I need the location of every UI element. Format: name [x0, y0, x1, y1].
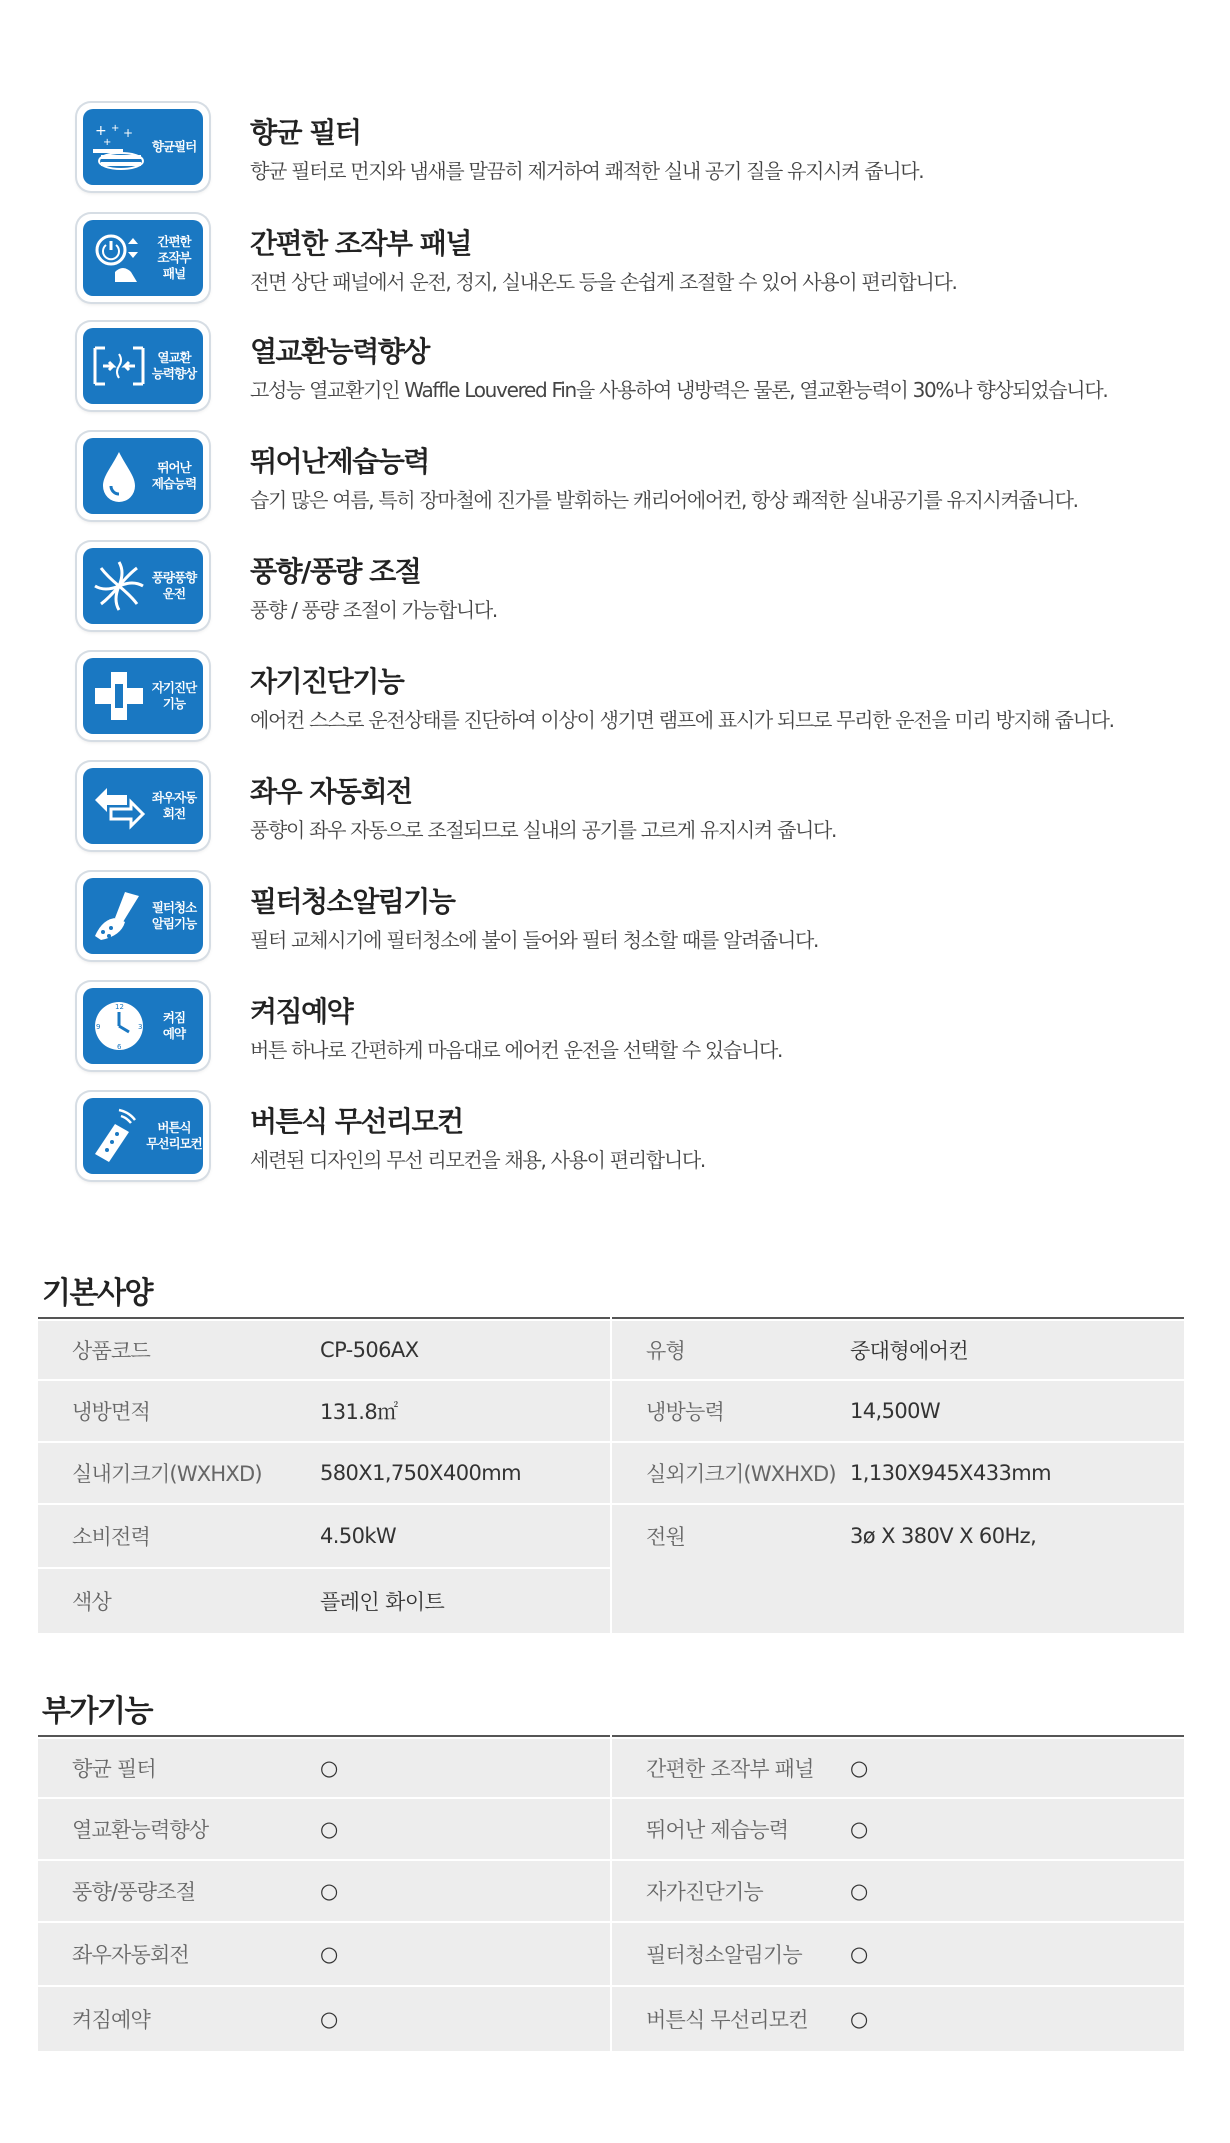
- feature-item: [0, 652, 1230, 748]
- spec-value: 14,500W: [850, 1399, 941, 1423]
- extra-value: ○: [850, 1879, 868, 1903]
- spec-value: 중대형에어컨: [850, 1339, 969, 1363]
- specs-right-column: [612, 1317, 1184, 1633]
- self-check-cross-icon: [89, 666, 149, 726]
- feature-title: 좌우 자동회전: [250, 775, 412, 808]
- feature-item: [0, 1092, 1230, 1188]
- extra-value: ○: [320, 2007, 338, 2031]
- table-row: [38, 1569, 610, 1633]
- extra-label: 열교환능력향상: [72, 1818, 209, 1842]
- feature-description: 풍향 / 풍량 조절이 가능합니다.: [250, 598, 497, 622]
- extra-label: 켜짐예약: [72, 2008, 150, 2032]
- spec-value: 3ø X 380V X 60Hz,: [850, 1524, 1037, 1548]
- touch-panel-icon: [89, 228, 149, 288]
- feature-item: [0, 322, 1230, 418]
- feature-badge-text: 풍량풍향 운전: [151, 570, 197, 601]
- table-row: [612, 1739, 1184, 1797]
- feature-item: [0, 872, 1230, 968]
- feature-badge-text: 뛰어난 제습능력: [151, 460, 197, 491]
- spec-value: 플레인 화이트: [320, 1590, 445, 1614]
- feature-badge: [77, 432, 209, 520]
- feature-badge-text: 간편한 조작부 패널: [157, 234, 191, 281]
- feature-description: 버튼 하나로 간편하게 마음대로 에어컨 운전을 선택할 수 있습니다.: [250, 1038, 783, 1062]
- extra-label: 필터청소알림기능: [646, 1943, 802, 1967]
- table-row: [38, 1443, 610, 1503]
- table-row: [38, 1739, 610, 1797]
- extra-value: ○: [320, 1817, 338, 1841]
- feature-badge-text: 켜짐 예약: [162, 1010, 186, 1041]
- table-row: [612, 1987, 1184, 2051]
- table-row: [38, 1799, 610, 1859]
- feature-title: 간편한 조작부 패널: [250, 227, 471, 260]
- feature-description: 필터 교체시기에 필터청소에 불이 들어와 필터 청소할 때를 알려줍니다.: [250, 928, 819, 952]
- table-row: [612, 1443, 1184, 1503]
- table-row: [612, 1861, 1184, 1921]
- feature-badge-text: 열교환 능력향상: [151, 350, 197, 381]
- feature-title: 필터청소알림기능: [250, 885, 455, 918]
- spec-value: CP-506AX: [320, 1338, 419, 1362]
- spec-label: 소비전력: [72, 1525, 150, 1549]
- heat-exchange-icon: [89, 336, 149, 396]
- table-row: [38, 1923, 610, 1985]
- filter-cleaning-icon: [89, 886, 149, 946]
- feature-badge: [77, 322, 209, 410]
- table-row: [612, 1923, 1184, 1985]
- extra-value: ○: [320, 1942, 338, 1966]
- extras-right-column: [612, 1735, 1184, 2051]
- table-row: [38, 1987, 610, 2051]
- table-row: [38, 1321, 610, 1379]
- water-drop-icon: [89, 446, 149, 506]
- extra-label: 자가진단기능: [646, 1880, 763, 1904]
- table-row: [612, 1381, 1184, 1441]
- table-row: [38, 1381, 610, 1441]
- extra-value: ○: [320, 1879, 338, 1903]
- feature-title: 풍향/풍량 조절: [250, 555, 421, 588]
- svg-text:9: 9: [96, 1023, 101, 1031]
- svg-text:+: +: [103, 137, 112, 148]
- spec-value: 131.8㎡: [320, 1400, 398, 1424]
- feature-item: [0, 103, 1230, 199]
- spec-label: 색상: [72, 1590, 111, 1614]
- table-row: [612, 1321, 1184, 1379]
- extra-label: 향균 필터: [72, 1757, 156, 1781]
- clock-icon: [89, 996, 149, 1056]
- extra-label: 풍향/풍량조절: [72, 1880, 196, 1904]
- feature-badge: [77, 1092, 209, 1180]
- table-row: [612, 1505, 1184, 1633]
- specs-left-column: [38, 1317, 610, 1633]
- spec-label: 유형: [646, 1339, 685, 1363]
- feature-badge: [77, 982, 209, 1070]
- spec-label: 실내기크기(WXHXD): [72, 1462, 262, 1486]
- feature-item: [0, 432, 1230, 528]
- spec-value: 1,130X945X433mm: [850, 1461, 1051, 1485]
- extras-left-column: [38, 1735, 610, 2051]
- extra-value: ○: [850, 1817, 868, 1841]
- extra-value: ○: [850, 1756, 868, 1780]
- feature-description: 에어컨 스스로 운전상태를 진단하여 이상이 생기면 램프에 표시가 되므로 무리한 운전을 미리 방지해 줍니다.: [250, 708, 1114, 732]
- remote-control-icon: [89, 1106, 149, 1166]
- extra-value: ○: [850, 1942, 868, 1966]
- feature-description: 향균 필터로 먼지와 냄새를 말끔히 제거하여 쾌적한 실내 공기 질을 유지시켜 줍니다.: [250, 159, 924, 183]
- extra-label: 뛰어난 제습능력: [646, 1818, 789, 1842]
- spec-value: 580X1,750X400mm: [320, 1461, 521, 1485]
- feature-badge-text: 버튼식 무선리모컨: [146, 1120, 202, 1151]
- feature-badge-text: 자기진단 기능: [151, 680, 197, 711]
- spec-label: 냉방면적: [72, 1400, 150, 1424]
- table-row: [38, 1861, 610, 1921]
- feature-title: 버튼식 무선리모컨: [250, 1105, 463, 1138]
- spec-value: 4.50kW: [320, 1524, 397, 1548]
- feature-description: 세련된 디자인의 무선 리모컨을 채용, 사용이 편리합니다.: [250, 1148, 705, 1172]
- svg-text:+: +: [123, 126, 134, 140]
- feature-item: [0, 542, 1230, 638]
- feature-title: 켜짐예약: [250, 995, 353, 1028]
- airflow-icon: [89, 556, 149, 616]
- svg-text:+: +: [95, 123, 107, 139]
- specs-table: [38, 1317, 1192, 1633]
- feature-description: 풍향이 좌우 자동으로 조절되므로 실내의 공기를 고르게 유지시켜 줍니다.: [250, 818, 837, 842]
- feature-badge: [77, 762, 209, 850]
- feature-badge-text: 향균필터: [151, 139, 197, 154]
- feature-badge: [77, 652, 209, 740]
- svg-text:12: 12: [115, 1003, 124, 1011]
- specs-section-title: 기본사양: [42, 1276, 152, 1311]
- svg-text:6: 6: [117, 1043, 122, 1051]
- feature-badge: [77, 542, 209, 630]
- feature-badge-text: 필터청소 알림기능: [151, 900, 197, 931]
- feature-title: 뛰어난제습능력: [250, 445, 429, 478]
- feature-badge: [77, 872, 209, 960]
- feature-title: 자기진단기능: [250, 665, 404, 698]
- spec-label: 상품코드: [72, 1339, 150, 1363]
- svg-text:+: +: [111, 123, 120, 134]
- extra-label: 좌우자동회전: [72, 1943, 189, 1967]
- extras-section-title: 부가기능: [42, 1694, 152, 1729]
- feature-item: [0, 982, 1230, 1078]
- feature-item: [0, 762, 1230, 858]
- feature-badge: [77, 214, 209, 302]
- feature-item: [0, 214, 1230, 310]
- spec-label: 실외기크기(WXHXD): [646, 1462, 836, 1486]
- feature-badge-text: 좌우자동 회전: [151, 790, 197, 821]
- extra-label: 버튼식 무선리모컨: [646, 2008, 808, 2032]
- feature-description: 습기 많은 여름, 특히 장마철에 진가를 발휘하는 캐리어에어컨, 항상 쾌적한 실내공기를 유지시켜줍니다.: [250, 488, 1078, 512]
- feature-description: 전면 상단 패널에서 운전, 정지, 실내온도 등을 손쉽게 조절할 수 있어 사용이 편리합니다.: [250, 270, 957, 294]
- extras-table: [38, 1735, 1192, 2051]
- extra-label: 간편한 조작부 패널: [646, 1757, 814, 1781]
- feature-title: 향균 필터: [250, 116, 361, 149]
- sparkle-filter-icon: [89, 117, 149, 177]
- extra-value: ○: [320, 1756, 338, 1780]
- table-row: [38, 1505, 610, 1567]
- svg-text:3: 3: [138, 1023, 143, 1031]
- feature-title: 열교환능력향상: [250, 335, 429, 368]
- feature-badge: [77, 103, 209, 191]
- feature-description: 고성능 열교환기인 Waffle Louvered Fin을 사용하여 냉방력은 물론, 열교환능력이 30%나 향상되었습니다.: [250, 378, 1108, 402]
- extra-value: ○: [850, 2007, 868, 2031]
- spec-label: 전원: [646, 1525, 685, 1549]
- table-row: [612, 1799, 1184, 1859]
- spec-label: 냉방능력: [646, 1400, 724, 1424]
- swing-arrows-icon: [89, 776, 149, 836]
